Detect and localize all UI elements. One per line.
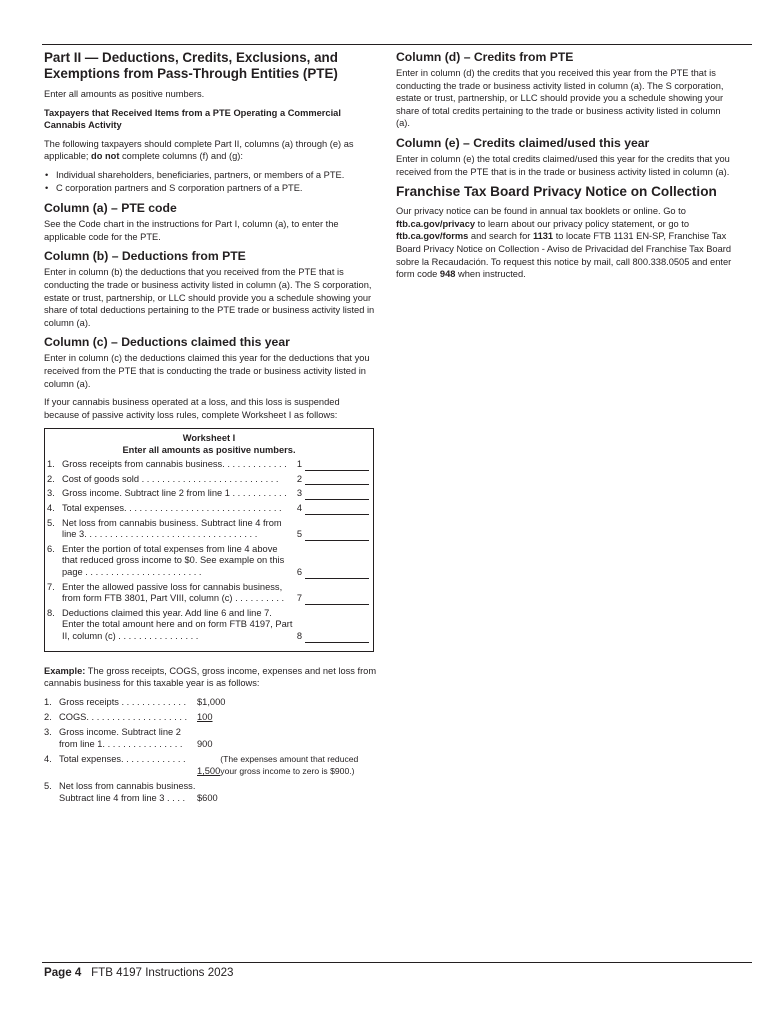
- column-c-text: Enter in column (c) the deductions claimed this year for the deductions that you received from the PTE that is conducting the trade or business activity listed in column (a).: [44, 353, 370, 389]
- example-value: $600: [197, 792, 218, 803]
- column-e-heading: Column (e) – Credits claimed/used this year: [396, 135, 650, 150]
- column-a-text: See the Code chart in the instructions for Part I, column (a), to enter the applicable code for the PTE.: [44, 219, 339, 242]
- taxpayer-list: [44, 169, 377, 194]
- privacy-text: Our privacy notice can be found in annual tax booklets or online. Go to ftb.ca.gov/privacy to learn about our privacy policy statement, or go to ftb.ca.gov/forms and search for 1131 to locate FTB 1131 EN-SP, Franchise Tax Board Privacy Notice on Collection - Aviso de Privacidad del Franchise Tax Board sobre la Recaudación. To request this notice by mail, call 800.338.0505 and enter form code 948 when instructed.: [396, 206, 732, 280]
- example-text: Gross receipts . . . . . . . . . . . . .: [59, 696, 187, 707]
- line-text: Net loss from cannabis business. Subtract line 4 from line 3. . . . . . . . . . . . . . . . . . . . . . . . . . . . . . . . . .: [62, 517, 282, 540]
- worksheet-line: [45, 608, 373, 643]
- example-text: Net loss from cannabis business. Subtract line 4 from line 3 . . . .: [59, 780, 196, 803]
- line-number: 4.: [47, 503, 55, 514]
- worksheet-line: [45, 544, 373, 579]
- amount-field[interactable]: [305, 568, 369, 579]
- example-value: $1,000: [197, 696, 226, 707]
- example-row: [44, 696, 377, 708]
- worksheet-line: [45, 582, 373, 605]
- example-value: 1,500: [197, 765, 221, 776]
- form-name: FTB 4197 Instructions 2023: [91, 966, 234, 979]
- worksheet-line: [45, 488, 373, 500]
- column-c-loss-text: If your cannabis business operated at a loss, and this loss is suspended because of passive activity loss rules, complete Worksheet I as follows:: [44, 397, 340, 420]
- example-text: COGS. . . . . . . . . . . . . . . . . . . .: [59, 711, 188, 722]
- bullet-icon: •: [45, 169, 49, 180]
- example-number: 3.: [44, 726, 52, 737]
- worksheet-title: Worksheet I: [182, 433, 236, 444]
- line-text: Gross income. Subtract line 2 from line 1 . . . . . . . . . . .: [62, 488, 287, 499]
- line-ref: 2: [296, 473, 302, 484]
- top-rule: [42, 44, 752, 45]
- worksheet-i: [44, 428, 374, 651]
- line-text: Gross receipts from cannabis business. . . . . . . . . . . . .: [62, 459, 287, 470]
- amount-field[interactable]: [305, 474, 369, 485]
- line-text: Cost of goods sold . . . . . . . . . . . . . . . . . . . . . . . . . . .: [62, 473, 279, 484]
- example-note: (The expenses amount that reduced your gross income to zero is $900.): [220, 753, 359, 776]
- bullet-icon: •: [45, 182, 49, 193]
- privacy-link[interactable]: ftb.ca.gov/privacy: [396, 218, 476, 229]
- list-item: • C corporation partners and S corporation partners of a PTE.: [45, 182, 303, 193]
- column-c-heading: Column (c) – Deductions claimed this year: [44, 335, 290, 350]
- example-row: [44, 711, 377, 723]
- amount-field[interactable]: [305, 504, 369, 515]
- example-number: 1.: [44, 696, 52, 707]
- page-number: Page 4: [44, 966, 82, 979]
- line-ref: 5: [296, 529, 302, 540]
- intro-text: Enter all amounts as positive numbers.: [44, 89, 205, 99]
- line-number: 5.: [47, 517, 55, 528]
- line-ref: 4: [296, 503, 302, 514]
- worksheet-lines: [45, 459, 373, 642]
- example-value: 900: [197, 738, 213, 749]
- amount-field[interactable]: [305, 530, 369, 541]
- line-text: Enter the portion of total expenses from line 4 above that reduced gross income to $0. See example on this page . . . . . . . . . . . . . . . . . . . . . . .: [62, 543, 285, 578]
- worksheet-subtitle: Enter all amounts as positive numbers.: [122, 444, 296, 455]
- amount-field[interactable]: [305, 632, 369, 643]
- amount-field[interactable]: [305, 489, 369, 500]
- example-number: 4.: [44, 753, 52, 764]
- line-ref: 1: [296, 459, 302, 470]
- worksheet-line: [45, 474, 373, 486]
- line-ref: 8: [296, 631, 302, 641]
- example-row: [44, 753, 377, 777]
- left-column: [44, 50, 377, 807]
- column-b-heading: Column (b) – Deductions from PTE: [44, 249, 246, 264]
- worksheet-line: [45, 459, 373, 471]
- amount-field[interactable]: [305, 460, 369, 471]
- page-footer: [44, 966, 234, 980]
- right-column: [396, 50, 734, 287]
- line-text: Deductions claimed this year. Add line 6 and line 7. Enter the total amount here and on form FTB 4197, Part II, column (c) . . . . . . . . . . . . . . . .: [62, 607, 293, 641]
- line-number: 2.: [47, 473, 55, 484]
- line-ref: 6: [296, 567, 302, 578]
- example-number: 2.: [44, 711, 52, 722]
- example-text: Total expenses. . . . . . . . . . . . .: [59, 753, 186, 764]
- line-number: 6.: [47, 543, 55, 554]
- line-text: Enter the allowed passive loss for cannabis business, from form FTB 3801, Part VIII, column (c) . . . . . . . . . .: [62, 581, 285, 604]
- list-item: • Individual shareholders, beneficiaries, partners, or members of a PTE.: [45, 169, 345, 180]
- complete-instructions: The following taxpayers should complete Part II, columns (a) through (e) as applicable; do not complete columns (f) and (g):: [44, 138, 354, 162]
- footer-rule: [42, 962, 752, 963]
- column-e-text: Enter in column (e) the total credits claimed/used this year for the credits that you received from the PTE that is in the trade or business activity listed in column (a).: [396, 153, 730, 177]
- example-row: [44, 726, 377, 750]
- example-rows: [44, 696, 377, 804]
- example-number: 5.: [44, 780, 52, 791]
- amount-field[interactable]: [305, 594, 369, 605]
- example-text: Gross income. Subtract line 2 from line 1. . . . . . . . . . . . . . . .: [59, 726, 183, 749]
- column-a-heading: Column (a) – PTE code: [44, 201, 177, 216]
- line-number: 8.: [47, 607, 55, 618]
- line-number: 1.: [47, 459, 55, 470]
- worksheet-line: [45, 503, 373, 515]
- part-ii-title: Part II — Deductions, Credits, Exclusions, and Exemptions from Pass-Through Entities (PTE): [44, 50, 338, 81]
- worksheet-line: [45, 518, 373, 541]
- example-row: [44, 780, 377, 804]
- example-section: [44, 665, 377, 804]
- line-number: 3.: [47, 488, 55, 499]
- line-ref: 7: [296, 593, 302, 604]
- example-intro: Example: The gross receipts, COGS, gross income, expenses and net loss from cannabis business for this taxable year is as follows:: [44, 665, 377, 689]
- column-d-text: Enter in column (d) the credits that you received this year from the PTE that is conducting the trade or business activity listed in column (a). The S corporation, estate or trust, partnership, or LLC should provide you a schedule showing your share of total credits pertaining to the trade or business activity listed in column (a).: [396, 68, 724, 129]
- forms-link[interactable]: ftb.ca.gov/forms: [396, 231, 469, 242]
- line-text: Total expenses. . . . . . . . . . . . . . . . . . . . . . . . . . . . . . .: [62, 503, 282, 514]
- privacy-heading: Franchise Tax Board Privacy Notice on Collection: [396, 184, 717, 200]
- cannabis-subheading: Taxpayers that Received Items from a PTE Operating a Commercial Cannabis Activity: [44, 107, 341, 131]
- column-b-text: Enter in column (b) the deductions that you received from the PTE that is conducting the trade or business activity listed in column (a). The S corporation, estate or trust, partnership, or LLC should provide you a schedule showing your share of total deductions pertaining to the PTE trade or business activity listed in column (a).: [44, 267, 375, 328]
- example-value: 100: [197, 711, 213, 722]
- column-d-heading: Column (d) – Credits from PTE: [396, 50, 574, 64]
- line-ref: 3: [296, 488, 302, 499]
- line-number: 7.: [47, 581, 55, 592]
